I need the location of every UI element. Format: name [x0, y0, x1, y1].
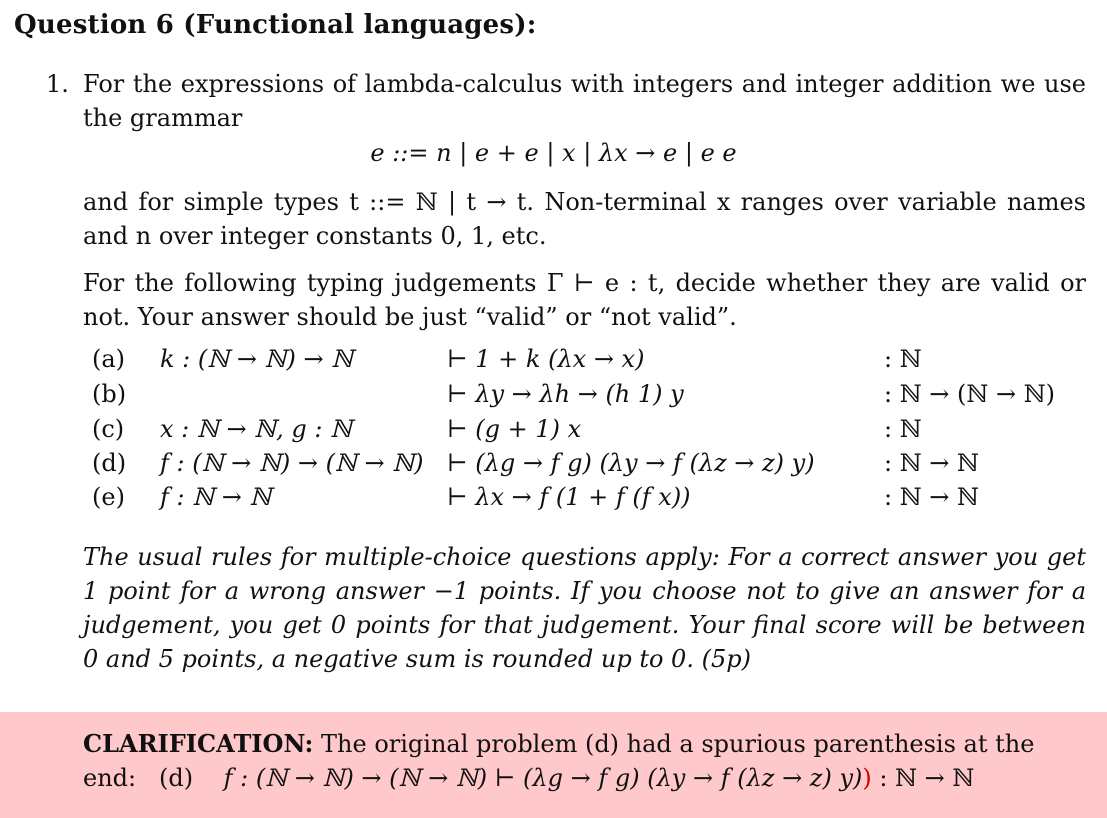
judgement-type: : ℕ → (ℕ → ℕ) — [884, 380, 1055, 408]
judgement-expression: ⊢ (g + 1) x — [447, 415, 582, 443]
judgement-label: (a) — [92, 345, 126, 373]
judgement-context: f : (ℕ → ℕ) → (ℕ → ℕ) — [160, 449, 424, 477]
clarification-box — [0, 712, 1107, 818]
judgement-type: : ℕ → ℕ — [884, 483, 979, 511]
clarification-judgement: f : (ℕ → ℕ) → (ℕ → ℕ) ⊢ (λg → f g) (λy → f (λz → z) y) — [223, 764, 863, 792]
judgement-expression: ⊢ λx → f (1 + f (f x)) — [447, 483, 691, 511]
clarification-lead: end: (d) — [83, 764, 224, 792]
types-paragraph: and for simple types t ::= ℕ | t → t. Non-terminal x ranges over variable names and n over integer constants 0, 1, etc. — [83, 188, 1086, 250]
judgement-type: : ℕ → ℕ — [884, 449, 979, 477]
judgement-row-b — [92, 380, 1092, 414]
intro-paragraph: For the expressions of lambda-calculus with integers and integer addition we use the grammar — [83, 70, 1086, 132]
judgement-type: : ℕ — [884, 415, 922, 443]
grammar-formula: e ::= n | e + e | x | λx → e | e e — [370, 139, 737, 167]
judgement-context: f : ℕ → ℕ — [160, 483, 272, 511]
question-title: Question 6 (Functional languages): — [14, 10, 537, 40]
judgement-row-e — [92, 483, 1092, 517]
judgement-expression: ⊢ 1 + k (λx → x) — [447, 345, 645, 373]
judgement-row-a — [92, 345, 1092, 379]
judgement-expression: ⊢ (λg → f g) (λy → f (λz → z) y) — [447, 449, 815, 477]
judgement-type: : ℕ — [884, 345, 922, 373]
task-paragraph: For the following typing judgements Γ ⊢ e : t, decide whether they are valid or not. Your answer should be just “valid” or “not valid”. — [83, 269, 1086, 331]
clarification-text: The original problem (d) had a spurious parenthesis at the — [321, 730, 1035, 758]
clarification-line-2 — [83, 764, 974, 792]
judgement-row-d — [92, 449, 1092, 483]
clarification-heading: CLARIFICATION: — [83, 729, 314, 758]
judgement-expression: ⊢ λy → λh → (h 1) y — [447, 380, 684, 408]
judgement-label: (c) — [92, 415, 125, 443]
clarification-line-1 — [83, 729, 1086, 758]
scoring-rules-note: The usual rules for multiple-choice questions apply: For a correct answer you get 1 point for a wrong answer −1 points. If you choose not to give an answer for a judgement, you get 0 points for that judgement. Your final score will be between 0 and 5 points, a negative sum is rounded up to 0. (5p) — [83, 543, 1086, 673]
judgement-context: x : ℕ → ℕ, g : ℕ — [160, 415, 353, 443]
judgement-context: k : (ℕ → ℕ) → ℕ — [160, 345, 354, 373]
clarification-type: : ℕ → ℕ — [871, 764, 975, 792]
judgement-row-c — [92, 415, 1092, 449]
item-number: 1. — [46, 70, 69, 98]
spurious-parenthesis: ) — [862, 764, 872, 792]
judgement-label: (d) — [92, 449, 127, 477]
judgement-label: (b) — [92, 380, 127, 408]
judgement-label: (e) — [92, 483, 125, 511]
